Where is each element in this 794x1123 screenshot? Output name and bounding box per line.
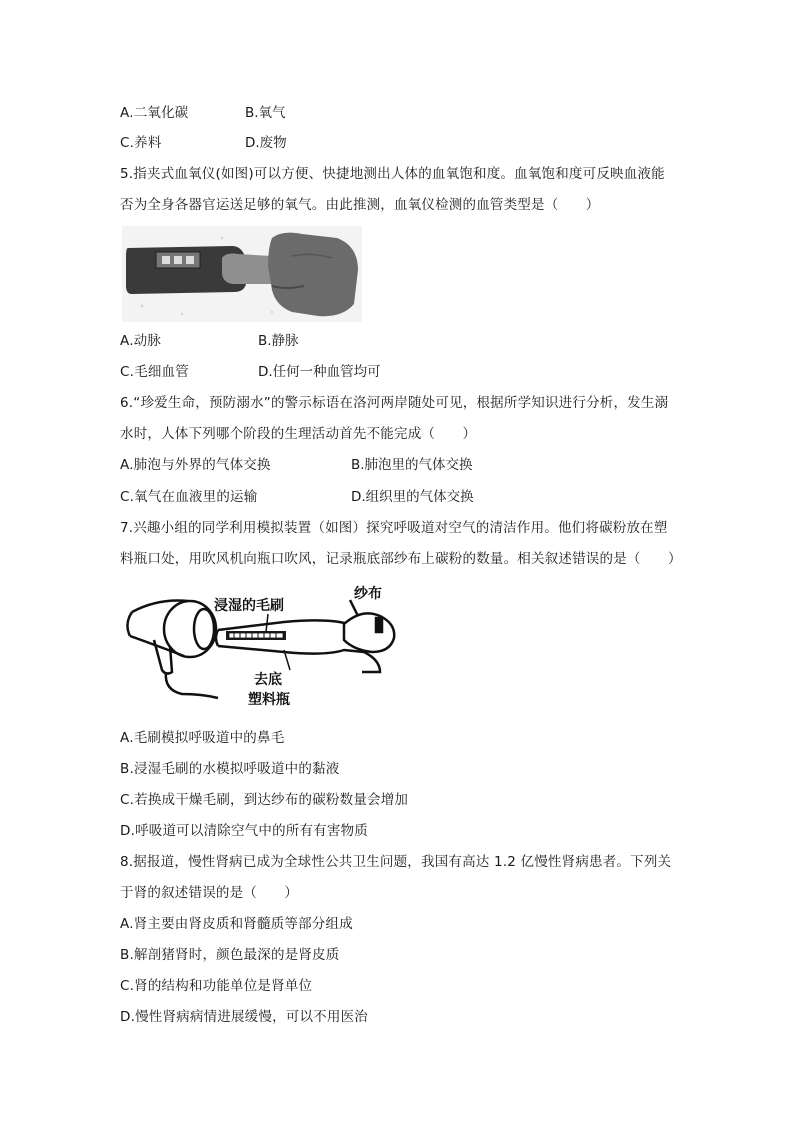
q5-stem-line-1: 5.指夹式血氧仪(如图)可以方便、快捷地测出人体的血氧饱和度。血氧饱和度可反映血液能 xyxy=(120,166,665,182)
q6-option-c[interactable]: C.氧气在血液里的运输 xyxy=(120,489,258,505)
q8-stem-line-2: 于肾的叙述错误的是（ ） xyxy=(120,885,299,901)
figure-label-bottle-1: 去底 xyxy=(254,672,282,688)
q5-option-b[interactable]: B.静脉 xyxy=(258,333,299,349)
q8-stem-line-1: 8.据报道，慢性肾病已成为全球性公共卫生问题，我国有高达 1.2 亿慢性肾病患者。下列关 xyxy=(120,854,672,870)
q4-option-a[interactable]: A.二氧化碳 xyxy=(120,105,189,121)
q4-option-d[interactable]: D.废物 xyxy=(245,135,287,151)
q5-option-d[interactable]: D.任何一种血管均可 xyxy=(258,364,381,380)
q6-stem-line-2: 水时，人体下列哪个阶段的生理活动首先不能完成（ ） xyxy=(120,426,477,442)
q7-option-c[interactable]: C.若换成干燥毛刷，到达纱布的碳粉数量会增加 xyxy=(120,792,409,808)
respiratory-model-figure xyxy=(118,580,418,710)
figure-label-brush: 浸湿的毛刷 xyxy=(214,598,284,614)
q7-option-d[interactable]: D.呼吸道可以清除空气中的所有有害物质 xyxy=(120,823,368,839)
q5-stem-line-2: 否为全身各器官运送足够的氧气。由此推测，血氧仪检测的血管类型是（ ） xyxy=(120,197,600,213)
q4-option-c[interactable]: C.养料 xyxy=(120,135,162,151)
wet-brush-icon xyxy=(226,631,286,640)
gauze-icon xyxy=(344,600,394,652)
q7-option-a[interactable]: A.毛刷模拟呼吸道中的鼻毛 xyxy=(120,730,285,746)
q7-option-b[interactable]: B.浸湿毛刷的水模拟呼吸道中的黏液 xyxy=(120,761,340,777)
q5-option-a[interactable]: A.动脉 xyxy=(120,333,162,349)
q5-option-c[interactable]: C.毛细血管 xyxy=(120,364,189,380)
figure-label-bottle-2: 塑料瓶 xyxy=(248,692,290,708)
q4-option-b[interactable]: B.氧气 xyxy=(245,105,286,121)
q6-stem-line-1: 6.“珍爱生命，预防溺水”的警示标语在洛河两岸随处可见，根据所学知识进行分析，发生溺 xyxy=(120,395,669,411)
q8-option-a[interactable]: A.肾主要由肾皮质和肾髓质等部分组成 xyxy=(120,916,353,932)
q7-stem-line-1: 7.兴趣小组的同学利用模拟装置（如图）探究呼吸道对空气的清洁作用。他们将碳粉放在塑 xyxy=(120,520,668,536)
hair-dryer-icon xyxy=(127,600,218,698)
q8-option-b[interactable]: B.解剖猪肾时，颜色最深的是肾皮质 xyxy=(120,947,340,963)
q6-option-b[interactable]: B.肺泡里的气体交换 xyxy=(351,457,473,473)
figure-label-gauze: 纱布 xyxy=(354,586,382,602)
q6-option-d[interactable]: D.组织里的气体交换 xyxy=(351,489,474,505)
q8-option-c[interactable]: C.肾的结构和功能单位是肾单位 xyxy=(120,978,313,994)
q7-stem-line-2: 料瓶口处，用吹风机向瓶口吹风，记录瓶底部纱布上碳粉的数量。相关叙述错误的是（ ） xyxy=(120,551,682,567)
pulse-oximeter-figure xyxy=(122,226,362,322)
q8-option-d[interactable]: D.慢性肾病病情进展缓慢，可以不用医治 xyxy=(120,1009,368,1025)
q6-option-a[interactable]: A.肺泡与外界的气体交换 xyxy=(120,457,271,473)
